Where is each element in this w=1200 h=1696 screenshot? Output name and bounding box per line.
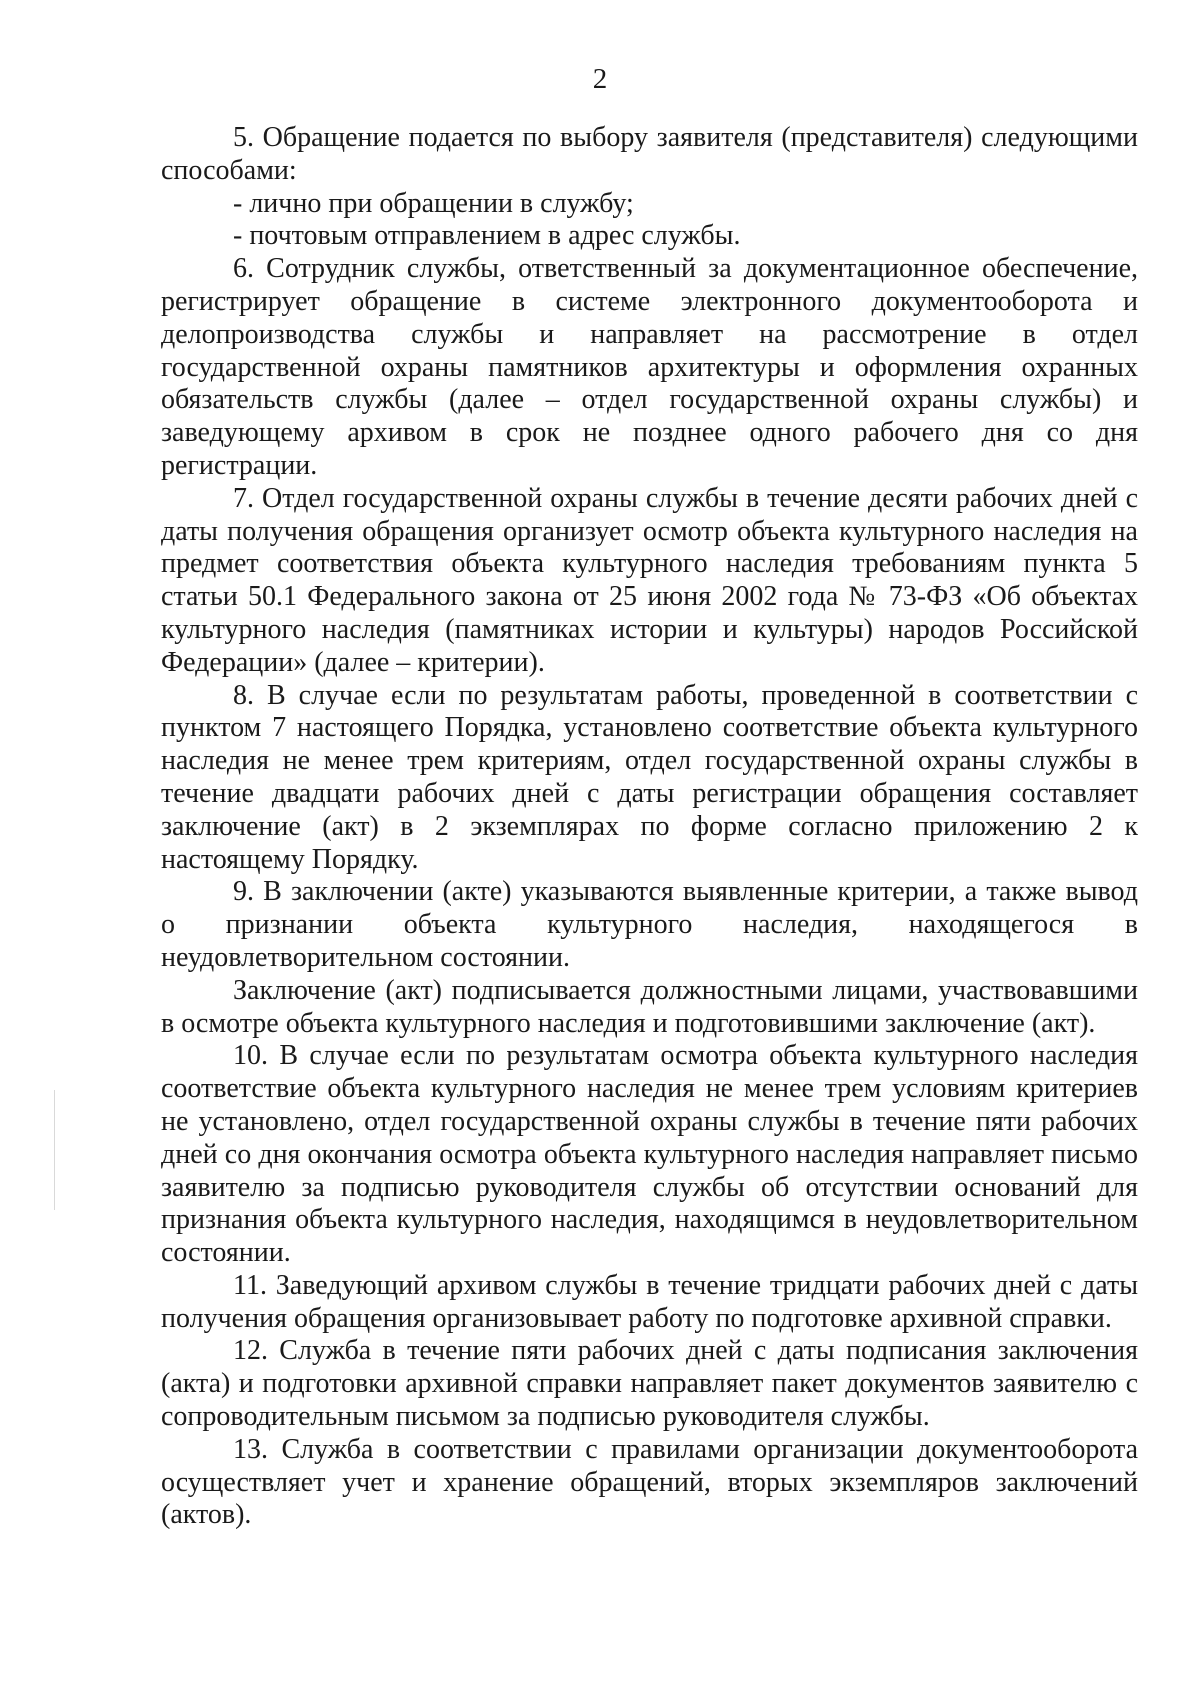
page-number: 2 [592, 63, 608, 95]
list-item-by-post: - почтовым отправлением в адрес службы. [233, 220, 741, 252]
paragraph-9-signing: Заключение (акт) подписывается должностными лицами, участвовавшими в осмотре объекта культурного наследия и подготовившими заключение (акт). [161, 974, 1138, 1039]
scan-artifact-line [54, 1090, 55, 1210]
paragraph-7: 7. Отдел государственной охраны службы в течение десяти рабочих дней с даты получения обращения организует осмотр объекта культурного наследия на предмет соответствия объекта культурного наследия требованиям пункта 5 статьи 50.1 Федерального закона от 25 июня 2002 года № 73-ФЗ «Об объектах культурного наследия (памятниках истории и культуры) народов Российской Федерации» (далее – критерии). [161, 482, 1138, 678]
document-body [161, 122, 1138, 1532]
paragraph-8: 8. В случае если по результатам работы, проведенной в соответствии с пунктом 7 настоящего Порядка, установлено соответствие объекта культурного наследия не менее трем критериям, отдел государственной охраны службы в течение двадцати рабочих дней с даты регистрации обращения составляет заключение (акт) в 2 экземплярах по форме согласно приложению 2 к настоящему Порядку. [161, 679, 1138, 875]
paragraph-12: 12. Служба в течение пяти рабочих дней с даты подписания заключения (акта) и подготовки архивной справки направляет пакет документов заявителю с сопроводительным письмом за подписью руководителя службы. [161, 1335, 1138, 1433]
paragraph-5: 5. Обращение подается по выбору заявителя (представителя) следующими способами: [161, 122, 1138, 186]
paragraph-6: 6. Сотрудник службы, ответственный за документационное обеспечение, регистрирует обращение в системе электронного документооборота и делопроизводства службы и направляет на рассмотрение в отдел государственной охраны памятников архитектуры и оформления охранных обязательств службы (далее – отдел государственной охраны службы) и заведующему архивом в срок не позднее одного рабочего дня со дня регистрации. [161, 253, 1138, 481]
list-item-in-person: - лично при обращении в службу; [233, 187, 634, 219]
paragraph-9: 9. В заключении (акте) указываются выявленные критерии, а также вывод о признании объекта культурного наследия, находящегося в неудовлетворительном состоянии. [161, 876, 1138, 973]
paragraph-10: 10. В случае если по результатам осмотра объекта культурного наследия соответствие объекта культурного наследия не менее трем условиям критериев не установлено, отдел государственной охраны службы в течение пяти рабочих дней со дня окончания осмотра объекта культурного наследия направляет письмо заявителю за подписью руководителя службы об отсутствии оснований для признания объекта культурного наследия, находящимся в неудовлетворительном состоянии. [161, 1040, 1138, 1269]
paragraph-11: 11. Заведующий архивом службы в течение тридцати рабочих дней с даты получения обращения организовывает работу по подготовке архивной справки. [161, 1269, 1138, 1334]
paragraph-13: 13. Служба в соответствии с правилами организации документооборота осуществляет учет и хранение обращений, вторых экземпляров заключений (актов). [161, 1433, 1138, 1531]
